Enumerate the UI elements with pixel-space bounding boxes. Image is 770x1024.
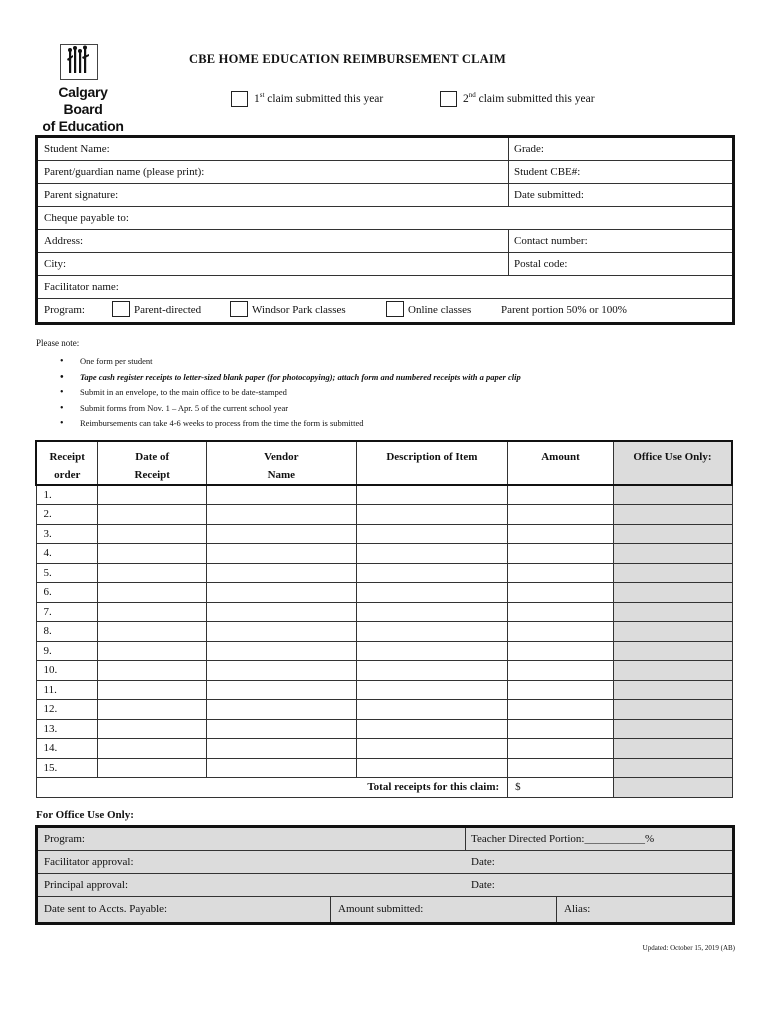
student-cbe-field[interactable]: Student CBE#: <box>514 166 581 178</box>
vendor-name-cell[interactable] <box>207 505 357 525</box>
office-use-cell <box>613 524 732 544</box>
facilitator-row <box>38 276 732 299</box>
parent-directed-label: Parent-directed <box>134 304 202 316</box>
office-program-field[interactable]: Program: <box>44 833 85 845</box>
receipt-row <box>36 661 732 681</box>
note-item: • One form per student <box>60 354 750 370</box>
receipt-row <box>36 602 732 622</box>
grade-field[interactable]: Grade: <box>514 143 544 155</box>
note-item: • Reimbursements can take 4-6 weeks to process from the time the form is submitted <box>60 416 750 432</box>
receipt-row <box>36 758 732 778</box>
student-name-row <box>38 138 732 161</box>
amount-cell[interactable] <box>508 544 614 564</box>
date-sent-field[interactable]: Date sent to Accts. Payable: <box>44 903 168 915</box>
receipt-row <box>36 680 732 700</box>
description-cell[interactable] <box>356 758 508 778</box>
receipt-order-cell: 11. <box>36 680 98 700</box>
description-cell[interactable] <box>356 583 508 603</box>
windsor-park-checkbox[interactable] <box>230 301 248 317</box>
amount-cell[interactable] <box>508 641 614 661</box>
amount-cell[interactable] <box>508 524 614 544</box>
postal-code-field[interactable]: Postal code: <box>514 258 568 270</box>
description-cell[interactable] <box>356 602 508 622</box>
receipt-date-cell[interactable] <box>98 719 207 739</box>
amount-cell[interactable] <box>508 485 614 505</box>
receipt-date-cell[interactable] <box>98 700 207 720</box>
receipt-date-cell[interactable] <box>98 758 207 778</box>
program-row <box>38 299 732 322</box>
student-info-section <box>35 135 735 325</box>
receipt-order-cell: 10. <box>36 661 98 681</box>
amount-cell[interactable] <box>508 700 614 720</box>
total-office-cell <box>613 778 732 798</box>
receipt-order-cell: 7. <box>36 602 98 622</box>
receipt-order-cell: 3. <box>36 524 98 544</box>
description-cell[interactable] <box>356 485 508 505</box>
office-use-cell <box>613 758 732 778</box>
receipt-order-cell: 8. <box>36 622 98 642</box>
vendor-name-cell[interactable] <box>207 661 357 681</box>
amount-cell[interactable] <box>508 719 614 739</box>
amount-cell[interactable] <box>508 758 614 778</box>
receipt-order-cell: 1. <box>36 485 98 505</box>
address-row <box>38 230 732 253</box>
description-cell[interactable] <box>356 524 508 544</box>
office-use-cell <box>613 485 732 505</box>
please-note-label: Please note: <box>36 338 80 348</box>
vendor-name-cell[interactable] <box>207 485 357 505</box>
program-label: Program: <box>44 304 85 316</box>
description-cell[interactable] <box>356 505 508 525</box>
vendor-name-cell[interactable] <box>207 583 357 603</box>
receipt-order-cell: 6. <box>36 583 98 603</box>
contact-number-field[interactable]: Contact number: <box>514 235 588 247</box>
student-name-field[interactable]: Student Name: <box>44 143 110 155</box>
receipt-order-cell: 14. <box>36 739 98 759</box>
office-use-cell <box>613 622 732 642</box>
receipt-row <box>36 563 732 583</box>
amount-cell[interactable] <box>508 563 614 583</box>
receipt-date-cell[interactable] <box>98 622 207 642</box>
receipt-row <box>36 700 732 720</box>
description-header: Description of Item <box>356 441 508 485</box>
office-use-cell <box>613 739 732 759</box>
receipt-date-cell[interactable] <box>98 505 207 525</box>
logo-text <box>38 84 128 135</box>
first-claim-checkbox[interactable] <box>231 91 248 107</box>
receipt-date-cell[interactable] <box>98 485 207 505</box>
total-row <box>36 778 732 798</box>
receipt-row <box>36 719 732 739</box>
vendor-name-cell[interactable] <box>207 602 357 622</box>
vendor-name-cell[interactable] <box>207 544 357 564</box>
note-item: • Submit forms from Nov. 1 – Apr. 5 of the current school year <box>60 401 750 417</box>
description-cell[interactable] <box>356 661 508 681</box>
office-use-header: Office Use Only: <box>613 441 732 485</box>
vendor-name-cell[interactable] <box>207 758 357 778</box>
notes-list <box>60 354 750 432</box>
vendor-name-cell[interactable] <box>207 700 357 720</box>
receipt-date-cell[interactable] <box>98 524 207 544</box>
second-claim-label: 2nd claim submitted this year <box>463 91 595 105</box>
receipt-order-cell: 9. <box>36 641 98 661</box>
description-cell[interactable] <box>356 622 508 642</box>
amount-cell[interactable] <box>508 680 614 700</box>
office-use-section <box>35 825 735 925</box>
office-use-cell <box>613 602 732 622</box>
facilitator-approval-field[interactable]: Facilitator approval: <box>44 856 134 868</box>
date-header: Date of Receipt <box>98 441 207 485</box>
receipt-date-cell[interactable] <box>98 641 207 661</box>
date-submitted-field[interactable]: Date submitted: <box>514 189 584 201</box>
windsor-park-label: Windsor Park classes <box>252 304 346 316</box>
receipt-row <box>36 544 732 564</box>
office-use-cell <box>613 544 732 564</box>
receipt-row <box>36 739 732 759</box>
online-classes-checkbox[interactable] <box>386 301 404 317</box>
receipts-header-row <box>36 441 732 485</box>
parent-name-row <box>38 161 732 184</box>
receipt-order-cell: 4. <box>36 544 98 564</box>
office-use-label: For Office Use Only: <box>36 809 134 821</box>
updated-note: Updated: October 15, 2019 (AB) <box>642 944 735 952</box>
vendor-name-cell[interactable] <box>207 622 357 642</box>
vendor-name-cell[interactable] <box>207 739 357 759</box>
vendor-header: Vendor Name <box>207 441 357 485</box>
description-cell[interactable] <box>356 544 508 564</box>
first-claim-label: 1st claim submitted this year <box>254 91 384 105</box>
description-cell[interactable] <box>356 719 508 739</box>
receipt-order-header: Receipt order <box>36 441 98 485</box>
receipt-row <box>36 505 732 525</box>
receipt-date-cell[interactable] <box>98 544 207 564</box>
receipt-date-cell[interactable] <box>98 583 207 603</box>
form-title: CBE HOME EDUCATION REIMBURSEMENT CLAIM <box>189 52 506 66</box>
principal-date-field[interactable]: Date: <box>471 879 495 891</box>
parent-directed-checkbox[interactable] <box>112 301 130 317</box>
cheque-row <box>38 207 732 230</box>
receipt-date-cell[interactable] <box>98 661 207 681</box>
description-cell[interactable] <box>356 563 508 583</box>
receipt-order-cell: 12. <box>36 700 98 720</box>
address-field[interactable]: Address: <box>44 235 84 247</box>
parent-portion-label: Parent portion 50% or 100% <box>501 304 627 316</box>
vendor-name-cell[interactable] <box>207 680 357 700</box>
total-amount-field[interactable]: $ <box>508 778 614 798</box>
receipt-date-cell[interactable] <box>98 602 207 622</box>
description-cell[interactable] <box>356 739 508 759</box>
office-use-cell <box>613 700 732 720</box>
facilitator-field[interactable]: Facilitator name: <box>44 281 119 293</box>
parent-name-field[interactable]: Parent/guardian name (please print): <box>44 166 205 178</box>
receipt-row <box>36 485 732 505</box>
receipt-order-cell: 2. <box>36 505 98 525</box>
logo-line-1: Calgary Board <box>58 84 108 117</box>
note-item: • Tape cash register receipts to letter-sized blank paper (for photocopying); attach form and numbered receipts with a paper clip <box>60 370 750 386</box>
cheque-payable-field[interactable]: Cheque payable to: <box>44 212 129 224</box>
alias-field[interactable]: Alias: <box>564 903 591 915</box>
office-use-cell <box>613 641 732 661</box>
vendor-name-cell[interactable] <box>207 641 357 661</box>
principal-approval-row <box>38 874 732 897</box>
office-program-row <box>38 828 732 851</box>
cbe-logo-icon <box>60 44 98 80</box>
accounts-row <box>38 897 732 922</box>
vendor-name-cell[interactable] <box>207 563 357 583</box>
vendor-name-cell[interactable] <box>207 719 357 739</box>
amount-cell[interactable] <box>508 583 614 603</box>
receipt-row <box>36 641 732 661</box>
amount-header: Amount <box>508 441 614 485</box>
description-cell[interactable] <box>356 641 508 661</box>
description-cell[interactable] <box>356 700 508 720</box>
total-label: Total receipts for this claim: <box>36 778 508 798</box>
receipts-table <box>35 440 733 798</box>
city-row <box>38 253 732 276</box>
office-use-cell <box>613 680 732 700</box>
receipt-order-cell: 15. <box>36 758 98 778</box>
amount-cell[interactable] <box>508 505 614 525</box>
parent-signature-field[interactable]: Parent signature: <box>44 189 119 201</box>
office-use-cell <box>613 583 732 603</box>
amount-cell[interactable] <box>508 602 614 622</box>
receipt-date-cell[interactable] <box>98 680 207 700</box>
vendor-name-cell[interactable] <box>207 524 357 544</box>
receipt-row <box>36 622 732 642</box>
receipt-order-cell: 5. <box>36 563 98 583</box>
office-use-cell <box>613 563 732 583</box>
facilitator-approval-row <box>38 851 732 874</box>
receipt-row <box>36 524 732 544</box>
facilitator-date-field[interactable]: Date: <box>471 856 495 868</box>
receipt-date-cell[interactable] <box>98 739 207 759</box>
office-use-cell <box>613 661 732 681</box>
principal-approval-field[interactable]: Principal approval: <box>44 879 129 891</box>
online-classes-label: Online classes <box>408 304 472 316</box>
parent-signature-row <box>38 184 732 207</box>
city-field[interactable]: City: <box>44 258 67 270</box>
receipt-date-cell[interactable] <box>98 563 207 583</box>
amount-cell[interactable] <box>508 739 614 759</box>
teacher-portion-field[interactable]: Teacher Directed Portion:___________% <box>471 833 655 845</box>
second-claim-checkbox[interactable] <box>440 91 457 107</box>
logo-line-2: of Education <box>42 118 124 134</box>
note-item: • Submit in an envelope, to the main office to be date-stamped <box>60 385 750 401</box>
office-use-cell <box>613 505 732 525</box>
receipt-order-cell: 13. <box>36 719 98 739</box>
amount-cell[interactable] <box>508 622 614 642</box>
office-use-cell <box>613 719 732 739</box>
amount-submitted-field[interactable]: Amount submitted: <box>338 903 424 915</box>
receipt-row <box>36 583 732 603</box>
amount-cell[interactable] <box>508 661 614 681</box>
description-cell[interactable] <box>356 680 508 700</box>
